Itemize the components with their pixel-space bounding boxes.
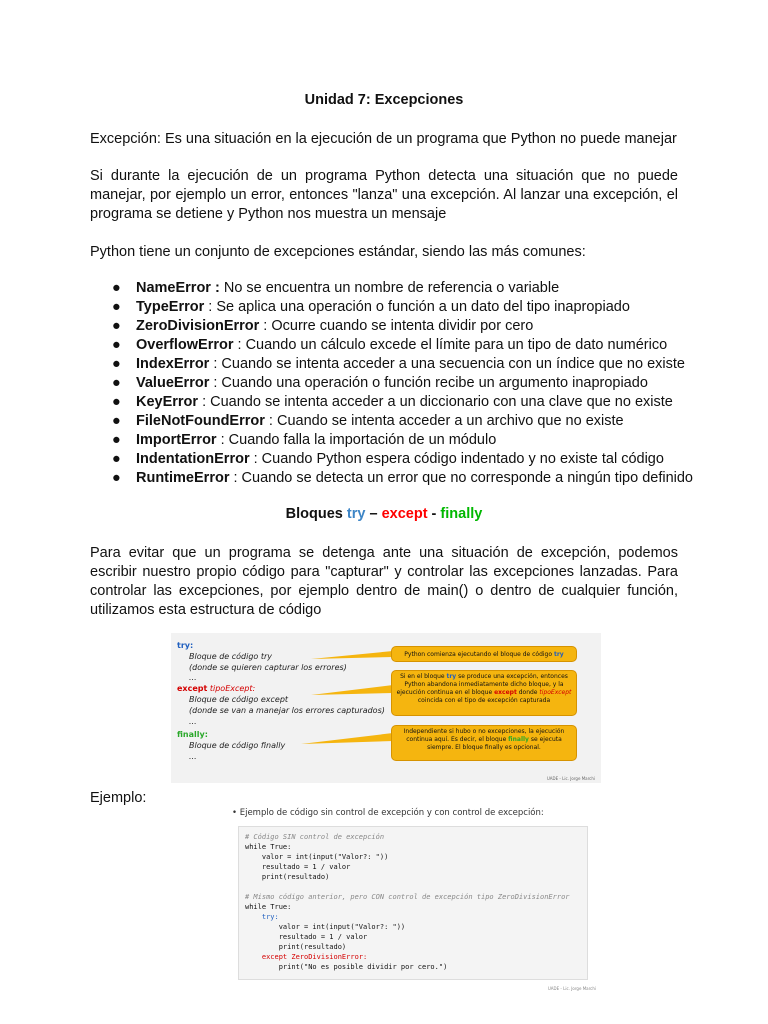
- callout-except-except: except: [494, 689, 517, 696]
- exception-item: [90, 431, 730, 450]
- exception-item: [90, 412, 730, 431]
- code-credit: UADE - Lic. Jorge Marchi: [547, 986, 596, 991]
- exception-list: [90, 279, 730, 488]
- try-except-diagram: [171, 633, 601, 783]
- code-heading: • Ejemplo de código sin control de excepción y con control de excepción:: [232, 808, 544, 818]
- diagram-dots-1: ...: [189, 673, 197, 682]
- exception-item: [90, 279, 730, 298]
- bullet-icon: ●: [112, 299, 121, 315]
- callout-finally-a: Independiente si hubo o no excepciones, la ejecución continua aquí. Es decir, el bloque: [403, 728, 565, 743]
- exception-name: ImportError: [136, 432, 217, 448]
- exception-item: [90, 469, 730, 488]
- bullet-icon: ●: [112, 470, 121, 486]
- code-example: [232, 805, 600, 991]
- code-line: print("No es posible dividir por cero."): [245, 963, 448, 971]
- exception-item: [90, 450, 730, 469]
- code-line: while True:: [245, 843, 292, 851]
- code-box: [238, 826, 588, 980]
- bullet-icon: ●: [112, 451, 121, 467]
- code-line: resultado = 1 / valor: [245, 933, 368, 941]
- blocks-heading-dash1: –: [365, 506, 382, 522]
- exception-description: : Cuando se intenta acceder a un diccionario con una clave que no existe: [198, 394, 673, 410]
- exception-name: OverflowError: [136, 337, 234, 353]
- code-line: print(resultado): [245, 943, 347, 951]
- code-line: # Mismo código anterior, pero CON control de excepción tipo ZeroDivisionError: [245, 893, 570, 901]
- exception-description: : Cuando Python espera código indentado y no existe tal código: [249, 451, 664, 467]
- callout-except-b: se produce una excepción, entonces Python abandona inmediatamente dicho bloque, y la ejecución continua en el bloque: [396, 673, 568, 696]
- callout-except-a: Si en el bloque: [400, 673, 447, 680]
- exception-item: [90, 298, 730, 317]
- exception-description: No se encuentra un nombre de referencia o variable: [219, 280, 560, 296]
- callout-pointer-3: [301, 733, 393, 744]
- example-label: Ejemplo:: [90, 790, 147, 806]
- exception-name: IndexError: [136, 356, 210, 372]
- bullet-icon: ●: [112, 337, 121, 353]
- diagram-try-line1: Bloque de código try: [189, 652, 273, 661]
- exception-name: KeyError: [136, 394, 199, 410]
- callout-pointer-1: [311, 651, 393, 659]
- callout-finally: [391, 725, 577, 761]
- diagram-except-line2: (donde se van a manejar los errores capturados): [189, 706, 385, 715]
- exception-item: [90, 317, 730, 336]
- blocks-heading: [0, 506, 768, 522]
- exception-item: [90, 374, 730, 393]
- code-line: print(resultado): [245, 873, 330, 881]
- bullet-icon: ●: [112, 432, 121, 448]
- exception-item: [90, 336, 730, 355]
- exception-name: ZeroDivisionError: [136, 318, 260, 334]
- bullet-icon: ●: [112, 280, 121, 296]
- code-line: valor = int(input("Valor?: ")): [245, 853, 389, 861]
- explanation-paragraph: Para evitar que un programa se detenga ante una situación de excepción, podemos escribir nuestro propio código para "capturar" y controlar las excepciones lanzadas. Para controlar las excepciones, por ejemplo dentro de main() o dentro de cualquier función, utilizamos esta estructura de código: [90, 545, 678, 618]
- blocks-heading-dash2: -: [427, 506, 441, 522]
- code-line: # Código SIN control de excepción: [245, 833, 385, 841]
- bullet-icon: ●: [112, 413, 121, 429]
- diagram-except-keyword: except: [177, 684, 208, 693]
- diagram-dots-3: ...: [189, 752, 197, 761]
- exception-name: FileNotFoundError: [136, 413, 265, 429]
- exception-name: NameError :: [136, 280, 220, 296]
- diagram-try-keyword: try:: [177, 641, 194, 650]
- exception-description: : Cuando un cálculo excede el límite para un tipo de dato numérico: [233, 337, 668, 353]
- bullet-icon: ●: [112, 356, 121, 372]
- intro-paragraph: Si durante la ejecución de un programa Python detecta una situación que no puede manejar, por ejemplo un error, entonces "lanza" una excepción. Al lanzar una excepción, el programa se detiene y Python nos muestra un mensaje: [90, 168, 678, 222]
- callout-try: [391, 646, 577, 662]
- code-line: resultado = 1 / valor: [245, 863, 351, 871]
- callout-finally-keyword: finally: [508, 736, 529, 743]
- exception-description: : Cuando una operación o función recibe un argumento inapropiado: [209, 375, 648, 391]
- callout-except-type: tipoExcept: [539, 689, 572, 696]
- code-line: try:: [245, 913, 279, 921]
- exception-description: : Ocurre cuando se intenta dividir por cero: [259, 318, 534, 334]
- diagram-dots-2: ...: [189, 717, 197, 726]
- exception-description: : Cuando se detecta un error que no corresponde a ningún tipo definido: [229, 470, 693, 486]
- diagram-finally-keyword: finally:: [177, 730, 208, 739]
- page-title: Unidad 7: Excepciones: [304, 92, 464, 108]
- code-line: valor = int(input("Valor?: ")): [245, 923, 406, 931]
- diagram-finally-line1: Bloque de código finally: [189, 741, 286, 750]
- exception-description: : Se aplica una operación o función a un dato del tipo inapropiado: [204, 299, 630, 315]
- bullet-icon: ●: [112, 394, 121, 410]
- exception-name: RuntimeError: [136, 470, 230, 486]
- callout-except-c: donde: [516, 689, 540, 696]
- bullet-icon: ●: [112, 375, 121, 391]
- diagram-credit: UADE - Lic. Jorge Marchi: [546, 776, 595, 781]
- callout-except: [391, 670, 577, 716]
- callout-except-d: coincida con el tipo de excepción capturada: [417, 697, 551, 704]
- exception-name: TypeError: [136, 299, 205, 315]
- callout-try-keyword: try: [553, 651, 564, 658]
- blocks-heading-except: except: [381, 506, 428, 522]
- callout-try-text: Python comienza ejecutando el bloque de código: [404, 651, 554, 658]
- exception-item: [90, 393, 730, 412]
- callout-pointer-2: [311, 685, 393, 695]
- exception-description: : Cuando falla la importación de un módulo: [216, 432, 497, 448]
- diagram-except-line1: Bloque de código except: [189, 695, 289, 704]
- list-intro-paragraph: Python tiene un conjunto de excepciones estándar, siendo las más comunes:: [90, 244, 586, 260]
- exception-description: : Cuando se intenta acceder a un archivo que no existe: [264, 413, 624, 429]
- exception-item: [90, 355, 730, 374]
- definition-paragraph: Excepción: Es una situación en la ejecución de un programa que Python no puede manejar: [90, 131, 677, 147]
- code-line: while True:: [245, 903, 292, 911]
- exception-description: : Cuando se intenta acceder a una secuencia con un índice que no existe: [209, 356, 685, 372]
- diagram-except-type: tipoExcept:: [209, 684, 256, 693]
- callout-except-try: try: [446, 673, 457, 680]
- blocks-heading-finally: finally: [440, 506, 483, 522]
- blocks-heading-prefix: Bloques: [285, 506, 347, 522]
- exception-name: IndentationError: [136, 451, 250, 467]
- diagram-try-line2: (donde se quieren capturar los errores): [189, 663, 347, 672]
- blocks-heading-try: try: [346, 506, 366, 522]
- exception-name: ValueError: [136, 375, 210, 391]
- bullet-icon: ●: [112, 318, 121, 334]
- callout-finally-b: se ejecuta siempre. El bloque finally es opcional.: [427, 736, 562, 751]
- code-line: except ZeroDivisionError:: [245, 953, 368, 961]
